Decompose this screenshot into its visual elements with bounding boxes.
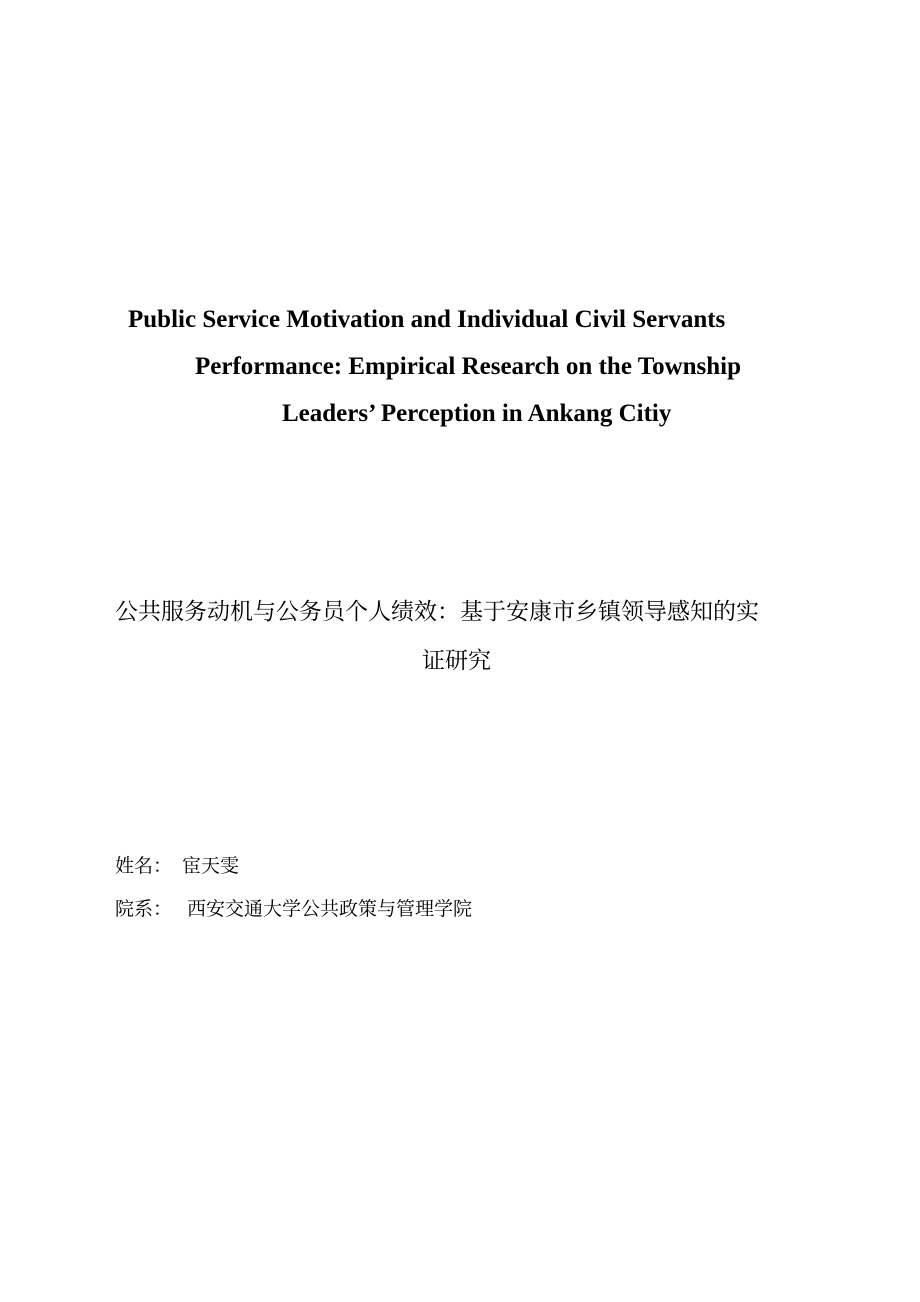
chinese-title-line-2: 证研究 — [422, 648, 491, 674]
department-row — [115, 896, 472, 922]
english-title-line-2: Performance: Empirical Research on the Township — [195, 353, 742, 380]
author-name: 宦天雯 — [182, 855, 240, 877]
department-name: 西安交通大学公共政策与管理学院 — [187, 898, 473, 920]
author-label: 姓名： — [115, 855, 173, 877]
author-row — [115, 853, 239, 879]
department-label: 院系： — [115, 898, 173, 920]
english-title-line-3: Leaders’ Perception in Ankang Citiy — [282, 400, 672, 427]
chinese-title-line-1: 公共服务动机与公务员个人绩效：基于安康市乡镇领导感知的实 — [115, 599, 759, 625]
english-title-line-1: Public Service Motivation and Individual Civil Servants — [128, 306, 726, 333]
